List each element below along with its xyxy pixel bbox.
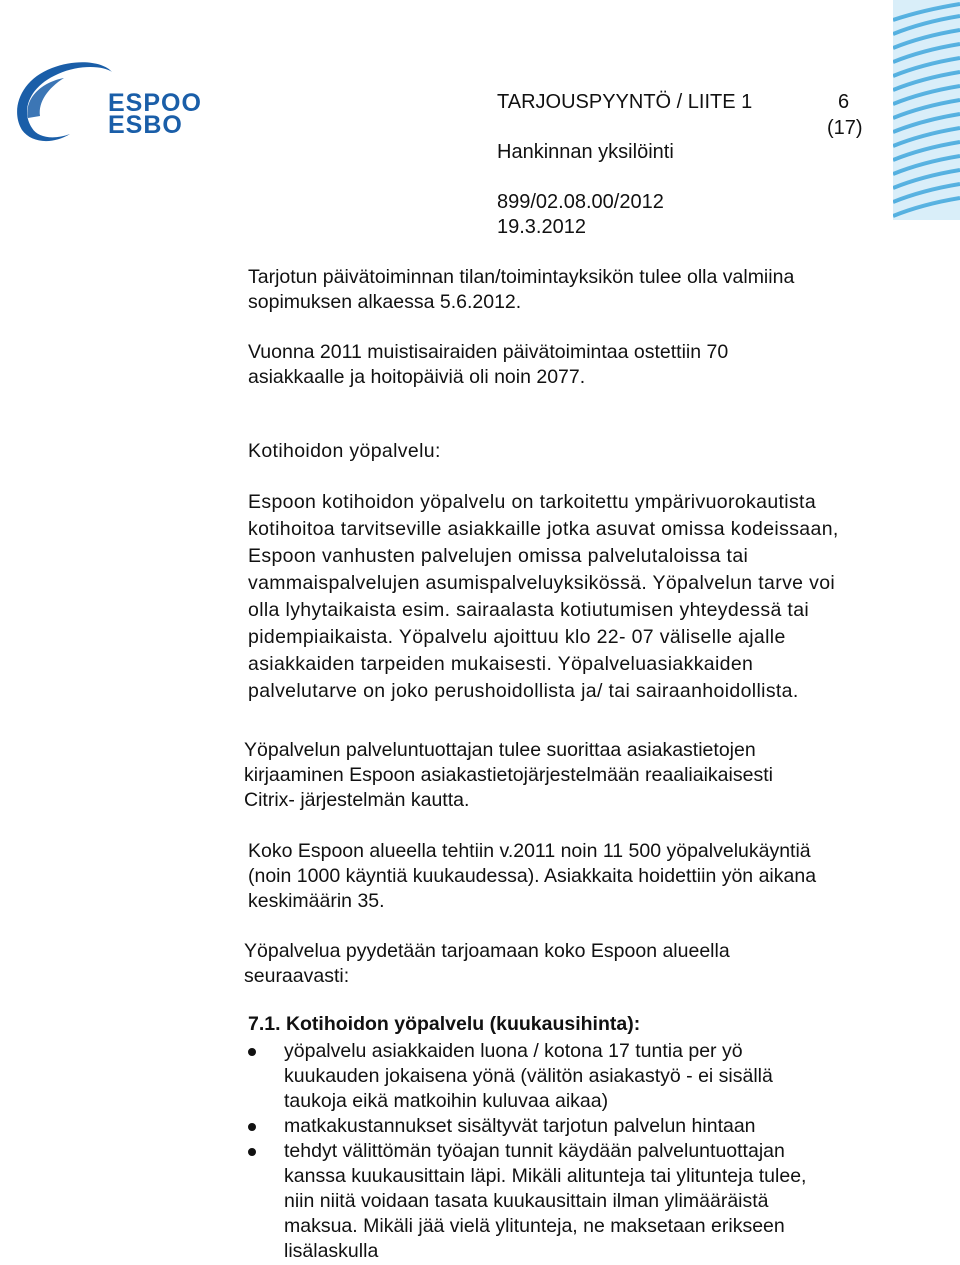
text-line: asiakkaiden tarpeiden mukaisesti. Yöpalveluasiakkaiden: [248, 653, 754, 675]
text-line: Espoon vanhusten palvelujen omissa palvelutaloissa tai: [248, 545, 749, 567]
decorative-wave-graphic: [893, 0, 960, 220]
paragraph-night-service-description: [248, 489, 888, 705]
text-line: vammaispalvelujen asumispalveluyksikössä. Yöpalvelun tarve voi: [248, 572, 836, 594]
text-line: niin niitä voidaan tasata kuukausittain ilman ylimääräistä: [284, 1190, 769, 1212]
text-line: Citrix- järjestelmän kautta.: [244, 789, 470, 811]
text-line: kotihoitoa tarvitseville asiakkaille jotka asuvat omissa kodeissaan,: [248, 518, 839, 540]
list-item: [248, 1139, 888, 1264]
paragraph-facility-readiness: [248, 265, 888, 315]
text-line: Espoon kotihoidon yöpalvelu on tarkoitettu ympärivuorokautista: [248, 491, 817, 513]
paragraph-2011-statistics: [248, 340, 888, 390]
section-heading-7-1: 7.1. Kotihoidon yöpalvelu (kuukausihinta):: [248, 1013, 641, 1035]
logo-line-espoo: ESPOO: [108, 89, 202, 117]
document-title: TARJOUSPYYNTÖ / LIITE 1: [497, 91, 753, 113]
text-line: Yöpalvelun palveluntuottajan tulee suorittaa asiakastietojen: [244, 739, 756, 761]
text-line: olla lyhytaikaista esim. sairaalasta kotiutumisen yhteydessä tai: [248, 599, 810, 621]
text-line: (noin 1000 käyntiä kuukaudessa). Asiakkaita hoidettiin yön aikana: [248, 865, 817, 887]
text-line: keskimäärin 35.: [248, 890, 385, 912]
text-line: kirjaaminen Espoon asiakastietojärjestelmään reaaliaikaisesti: [244, 764, 773, 786]
text-line: maksua. Mikäli jää vielä ylitunteja, ne maksetaan erikseen: [284, 1215, 785, 1237]
page-number: 6: [838, 91, 850, 113]
text-line: tehdyt välittömän työajan tunnit käydään palveluntuottajan: [284, 1140, 785, 1162]
text-line: palvelutarve on joko perushoidollista ja/ tai sairaanhoidollista.: [248, 680, 799, 702]
paragraph-visit-statistics: [248, 839, 888, 914]
text-line: Yöpalvelua pyydetään tarjoamaan koko Espoon alueella: [244, 940, 730, 962]
text-line: sopimuksen alkaessa 5.6.2012.: [248, 291, 522, 313]
bullet-icon: [248, 1148, 256, 1156]
text-line: asiakkaalle ja hoitopäiviä oli noin 2077.: [248, 366, 586, 388]
text-line: lisälaskulla: [284, 1240, 379, 1262]
text-line: Tarjotun päivätoiminnan tilan/toimintayksikön tulee olla valmiina: [248, 266, 795, 288]
document-date: 19.3.2012: [497, 216, 586, 238]
text-line: yöpalvelu asiakkaiden luona / kotona 17 tuntia per yö: [284, 1040, 743, 1062]
text-line: pidempiaikaista. Yöpalvelu ajoittuu klo 22- 07 väliselle ajalle: [248, 626, 786, 648]
paragraph-offer-request: [244, 939, 884, 989]
text-line: seuraavasti:: [244, 965, 350, 987]
text-line: matkakustannukset sisältyvät tarjotun palvelun hintaan: [284, 1115, 756, 1137]
text-line: kuukauden jokaisena yönä (välitön asiakastyö - ei sisällä: [284, 1065, 773, 1087]
bullet-icon: [248, 1123, 256, 1131]
logo-line-esbo: ESBO: [108, 111, 183, 139]
paragraph-record-keeping: [244, 738, 884, 813]
text-line: Koko Espoon alueella tehtiin v.2011 noin 11 500 yöpalvelukäyntiä: [248, 840, 811, 862]
document-subtitle: Hankinnan yksilöinti: [497, 141, 674, 163]
text-line: taukoja eikä matkoihin kuluvaa aikaa): [284, 1090, 609, 1112]
list-item: [248, 1114, 888, 1139]
page-total: (17): [827, 117, 863, 139]
text-line: kanssa kuukausittain läpi. Mikäli alitunteja tai ylitunteja tulee,: [284, 1165, 807, 1187]
section-heading-night-service: Kotihoidon yöpalvelu:: [248, 440, 441, 462]
logo-wordmark: [108, 89, 202, 139]
bullet-icon: [248, 1048, 256, 1056]
reference-number: 899/02.08.00/2012: [497, 191, 664, 213]
list-item: [248, 1039, 888, 1114]
requirements-list: [248, 1039, 888, 1264]
text-line: Vuonna 2011 muistisairaiden päivätoimintaa ostettiin 70: [248, 341, 729, 363]
